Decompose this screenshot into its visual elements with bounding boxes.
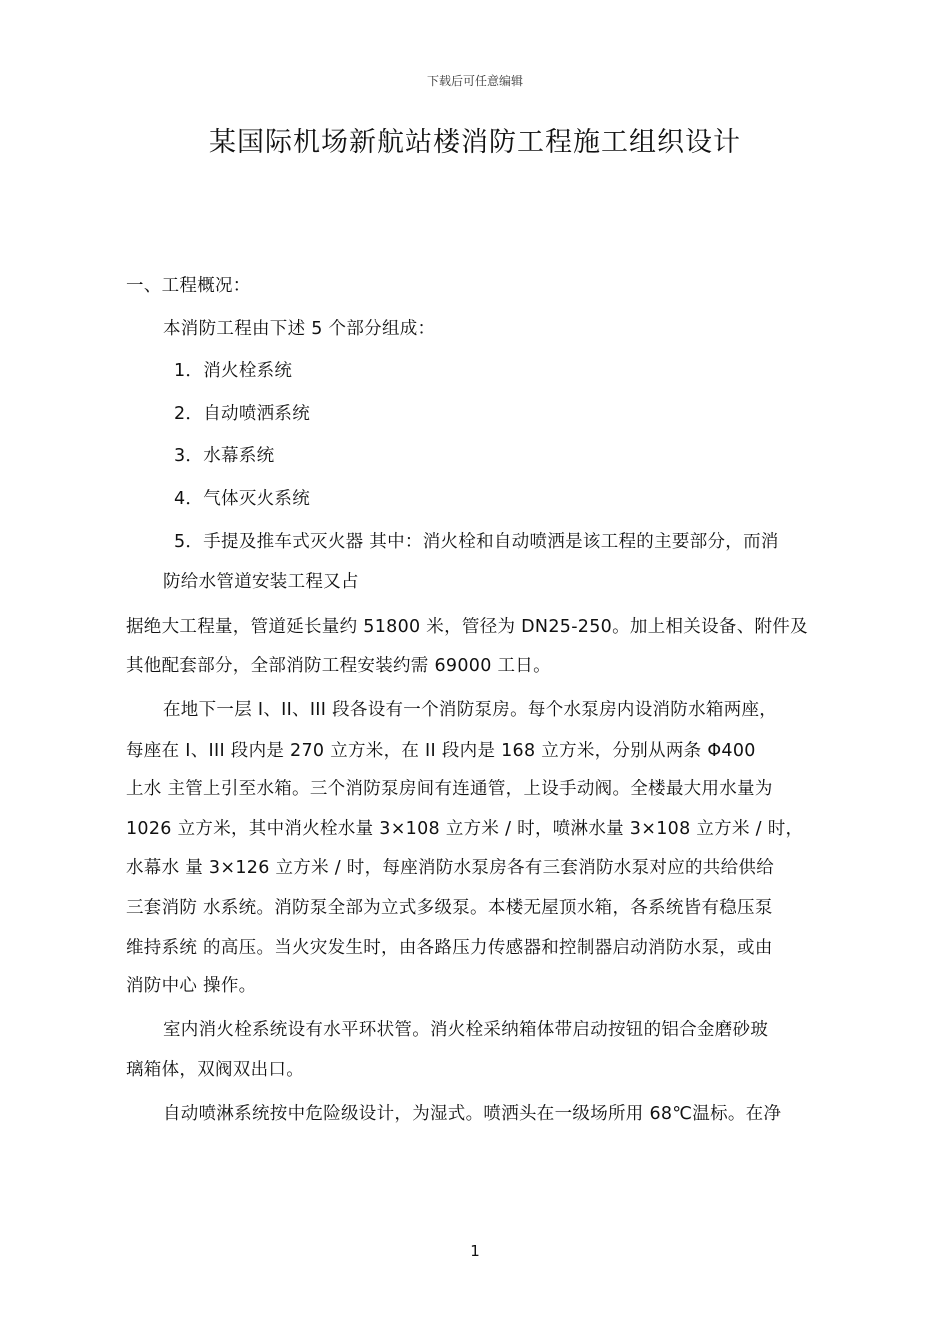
page-number: 1: [470, 1242, 480, 1260]
body-text-line: 上水 主管上引至水箱。三个消防泵房间有连通管，上设手动阀。全楼最大用水量为: [126, 779, 773, 799]
body-text-line: 1026 立方米，其中消火栓水量 3×108 立方米 / 时，喷淋水量 3×108 立方米 / 时，: [126, 819, 804, 839]
body-text-line: 每座在 I、III 段内是 270 立方米，在 II 段内是 168 立方米，分别从两条 Φ400: [126, 741, 756, 761]
body-text-line: 自动喷淋系统按中危险级设计，为湿式。喷洒头在一级场所用 68℃温标。在净: [163, 1104, 782, 1124]
list-item: 5．手提及推车式灭火器 其中：消火栓和自动喷洒是该工程的主要部分，而消: [174, 532, 779, 552]
body-text-line: 在地下一层 I、II、III 段各设有一个消防泵房。每个水泵房内设消防水箱两座，: [163, 700, 778, 720]
list-item: 4．气体灭火系统: [174, 489, 311, 509]
body-text-line: 维持系统 的高压。当火灾发生时，由各路压力传感器和控制器启动消防水泵，或由: [126, 938, 773, 958]
list-item: 3．水幕系统: [174, 446, 275, 466]
body-text-line: 室内消火栓系统设有水平环状管。消火栓采纳箱体带启动按钮的铝合金磨砂玻: [163, 1020, 769, 1040]
body-text-line: 水幕水 量 3×126 立方米 / 时，每座消防水泵房各有三套消防水泵对应的共给供给: [126, 858, 775, 878]
body-text-line: 防给水管道安装工程又占: [163, 572, 359, 592]
document-title: 某国际机场新航站楼消防工程施工组织设计: [209, 127, 741, 158]
body-text-line: 据绝大工程量，管道延长量约 51800 米，管径为 DN25-250。加上相关设备、附件及: [126, 617, 808, 637]
section-heading: 一、工程概况：: [126, 276, 251, 296]
list-item: 2．自动喷洒系统: [174, 404, 311, 424]
header-note: 下载后可任意编辑: [426, 74, 523, 88]
intro-paragraph: 本消防工程由下述 5 个部分组成：: [163, 319, 436, 339]
list-item: 1．消火栓系统: [174, 361, 293, 381]
body-text-line: 消防中心 操作。: [126, 976, 257, 996]
body-text-line: 璃箱体，双阀双出口。: [126, 1060, 304, 1080]
body-text-line: 三套消防 水系统。消防泵全部为立式多级泵。本楼无屋顶水箱，各系统皆有稳压泵: [126, 898, 773, 918]
body-text-line: 其他配套部分，全部消防工程安装约需 69000 工日。: [126, 656, 551, 676]
